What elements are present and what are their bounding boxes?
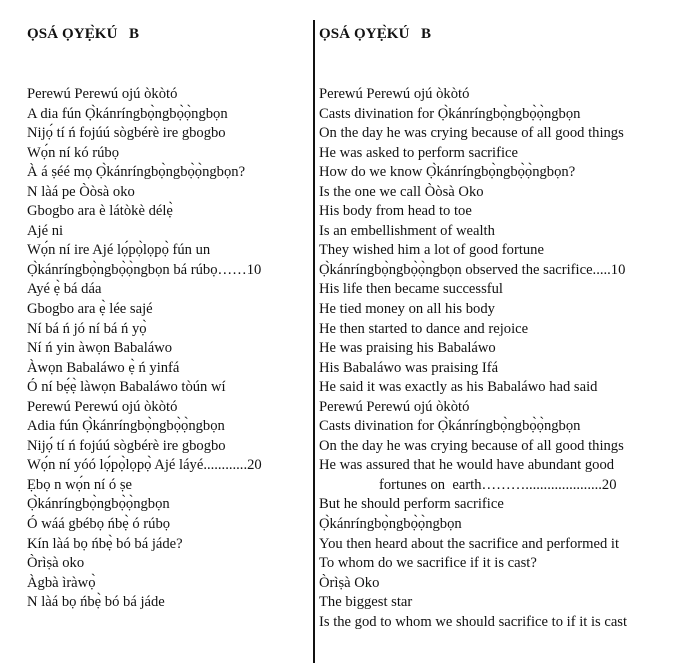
column-divider xyxy=(313,20,315,663)
english-verse-line: Is an embellishment of wealth xyxy=(319,222,495,239)
yoruba-verse-list xyxy=(27,85,262,613)
yoruba-verse-line: Àgbà ìràwọ̀ xyxy=(27,574,96,591)
yoruba-verse-line: Perewú Perewú ojú òkòtó xyxy=(27,86,178,102)
english-verse-line: Casts divination for Ọ̀kánríngbọ̀ngbọ̀ọ̀ngbọn xyxy=(319,418,581,435)
english-verse-line: His Babaláwo was praising Ifá xyxy=(319,359,499,376)
english-verse-line: But he should perform sacrifice xyxy=(319,496,504,513)
yoruba-verse-line: Nijọ́ tí ń fojúú sògbérè ire gbogbo xyxy=(27,125,226,142)
english-verse-line: Is the god to whom we should sacrifice to if it is cast xyxy=(319,613,628,630)
english-verse-line: Ọ̀kánríngbọ̀ngbọ̀ọ̀ngbọn xyxy=(319,516,462,533)
english-verse-line: He then started to dance and rejoice xyxy=(319,320,529,337)
yoruba-verse-line: Ayé ẹ̀ bá dáa xyxy=(27,281,102,298)
english-verse-line: He was praising his Babaláwo xyxy=(319,340,496,357)
english-verse-line: To whom do we sacrifice if it is cast? xyxy=(319,555,537,572)
english-verse-line: Casts divination for Ọ̀kánríngbọ̀ngbọ̀ọ̀ngbọn xyxy=(319,105,581,122)
yoruba-verse-line: Gbogbo ara ẹ̀ lée sajé xyxy=(27,301,153,318)
english-verse-line: Perewú Perewú ojú òkòtó xyxy=(319,86,470,102)
yoruba-verse-line: Ajé ni xyxy=(27,222,64,239)
english-verse-line: You then heard about the sacrifice and performed it xyxy=(319,535,620,552)
english-verse-line: On the day he was crying because of all good things xyxy=(319,125,624,142)
english-verse-line: They wished him a lot of good fortune xyxy=(319,242,544,259)
yoruba-verse-line: Kín làá bọ ńbẹ̀ bó bá jáde? xyxy=(27,535,183,552)
yoruba-verse-line: Wọ́n ní ire Ajé lọ́pọ̀lọpọ̀ fún un xyxy=(27,242,211,259)
yoruba-verse-line: Ẹbọ n wọ́n ní ó ṣe xyxy=(27,476,132,493)
yoruba-verse-line: Ọ̀kánríngbọ̀ngbọ̀ọ̀ngbọn xyxy=(27,496,170,513)
english-verse-line: He was assured that he would have abundant good xyxy=(319,457,615,474)
yoruba-verse-line: A dia fún Ọ̀kánríngbọ̀ngbọ̀ọ̀ngbọn xyxy=(27,105,228,122)
yoruba-verse-line: Ó ní bẹ́ẹ̀ làwọn Babaláwo tòún wí xyxy=(27,379,226,396)
yoruba-verse-line: Perewú Perewú ojú òkòtó xyxy=(27,398,178,415)
english-verse-line: fortunes on earth……….....................20 xyxy=(379,476,617,493)
yoruba-verse-line: Àwọn Babaláwo ẹ̀ ń yinfá xyxy=(27,359,180,376)
english-verse-line: He was asked to perform sacrifice xyxy=(319,144,518,161)
yoruba-verse-line: Ní bá ń jó ní bá ń yọ̀ xyxy=(27,320,147,337)
english-verse-line: Ọ̀kánríngbọ̀ngbọ̀ọ̀ngbọn observed the sacrifice.....10 xyxy=(319,261,626,278)
english-verse-line: Perewú Perewú ojú òkòtó xyxy=(319,398,470,415)
yoruba-verse-line: Òrìṣà oko xyxy=(27,555,85,572)
yoruba-heading: ỌSÁ ỌYẸ̀KÚ B xyxy=(27,26,140,42)
english-verse-line: How do we know Ọ̀kánríngbọ̀ngbọ̀ọ̀ngbọn? xyxy=(319,164,576,181)
yoruba-verse-line: Ó wáá gbébọ ńbẹ̀ ó rúbọ xyxy=(27,516,171,533)
english-verse-line: On the day he was crying because of all good things xyxy=(319,437,624,454)
yoruba-verse-line: Ní ń yin àwọn Babaláwo xyxy=(27,340,173,357)
yoruba-verse-line: N làá pe Òòsà oko xyxy=(27,183,135,200)
english-verse-line: He tied money on all his body xyxy=(319,301,495,318)
yoruba-verse-line: Wọ́n ní yóó lọ́pọ̀lọpọ̀ Ajé láyé............20 xyxy=(27,457,262,474)
yoruba-verse-line: Ọ̀kánríngbọ̀ngbọ̀ọ̀ngbọn bá rúbọ……10 xyxy=(27,261,262,278)
english-verse-line: Is the one we call Òòsà Oko xyxy=(319,183,484,200)
yoruba-verse-line: Gbogbo ara è látòkè délẹ̀ xyxy=(27,203,173,220)
english-verse-line: He said it was exactly as his Babaláwo had said xyxy=(319,379,598,396)
english-heading: ỌSÁ ỌYẸ̀KÚ B xyxy=(319,26,432,42)
yoruba-verse-line: Adia fún Ọ̀kánríngbọ̀ngbọ̀ọ̀ngbọn xyxy=(27,418,225,435)
yoruba-verse-line: Nijọ́ tí ń fojúú sògbérè ire gbogbo xyxy=(27,437,226,454)
english-verse-line: The biggest star xyxy=(319,594,413,611)
english-verse-line: Òrìṣà Oko xyxy=(319,574,380,591)
english-verse-list xyxy=(319,85,627,632)
english-verse-line: His body from head to toe xyxy=(319,203,472,220)
yoruba-verse-line: N làá bọ ńbẹ̀ bó bá jáde xyxy=(27,594,165,611)
yoruba-verse-line: À á ṣéé mọ Ọ̀kánríngbọ̀ngbọ̀ọ̀ngbọn? xyxy=(27,164,246,181)
english-verse-line: His life then became successful xyxy=(319,281,503,298)
yoruba-verse-line: Wọ́n ní kó rúbọ xyxy=(27,144,120,161)
